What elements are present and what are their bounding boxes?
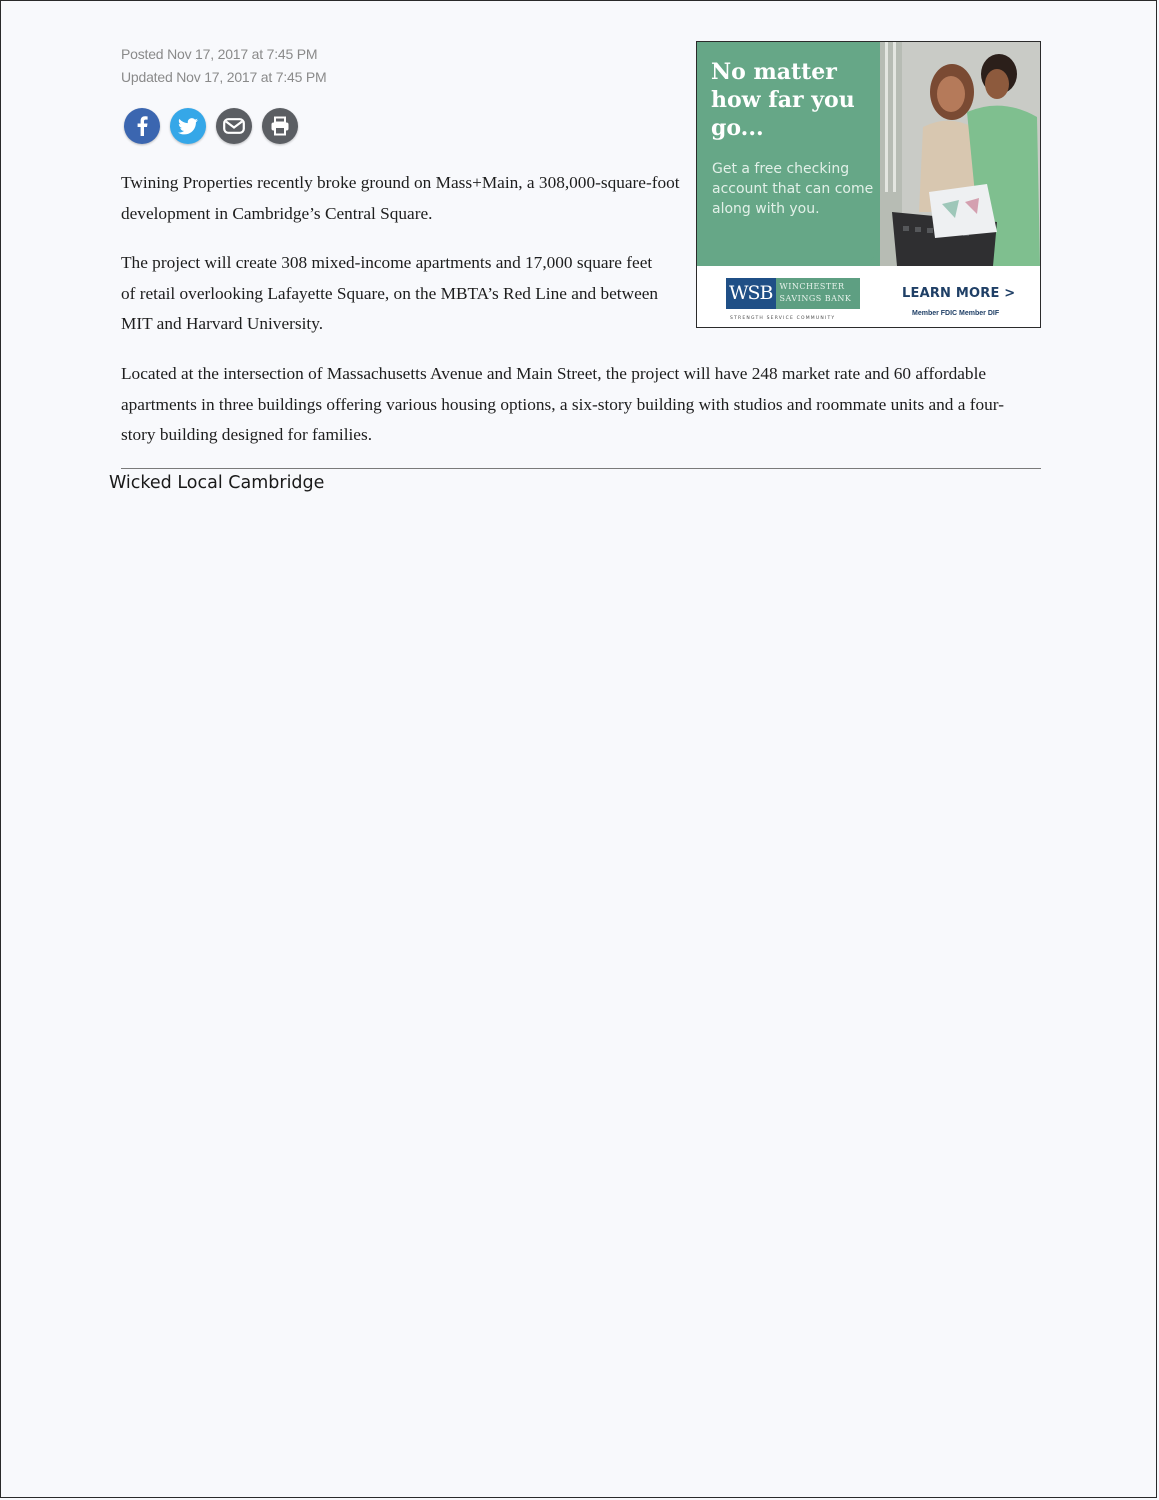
article-paragraph-2: The project will create 308 mixed-income apartments and 17,000 square feet of retail overlooking Lafayette Square, on the MBTA’s Red Line and between MIT and Harvard University. xyxy=(121,253,659,333)
bank-logo[interactable] xyxy=(726,278,860,309)
article-paragraph-1: Twining Properties recently broke ground on Mass+Main, a 308,000-square-foot development in Cambridge’s Central Square. xyxy=(121,173,680,223)
bank-tagline: STRENGTH SERVICE COMMUNITY xyxy=(730,316,836,321)
learn-more-button[interactable]: LEARN MORE > xyxy=(902,286,1016,301)
print-icon[interactable] xyxy=(262,108,298,144)
posted-date: Posted Nov 17, 2017 at 7:45 PM xyxy=(121,46,318,62)
email-icon[interactable] xyxy=(216,108,252,144)
updated-date: Updated Nov 17, 2017 at 7:45 PM xyxy=(121,69,327,85)
article-paragraph-3: Located at the intersection of Massachusetts Avenue and Main Street, the project will have 248 market rate and 60 affordable apartments in three buildings offering various housing options, a six-story building with studios and roommate units and a four-story building designed for families. xyxy=(121,364,1004,444)
ad-subtext: Get a free checking account that can come along with you. xyxy=(712,161,874,217)
facebook-icon[interactable] xyxy=(124,108,160,144)
bank-logo-mark: WSB xyxy=(726,278,776,309)
ad-headline: No matter how far you go... xyxy=(711,59,855,141)
bank-logo-name: WINCHESTER SAVINGS BANK xyxy=(776,278,860,309)
twitter-icon[interactable] xyxy=(170,108,206,144)
divider xyxy=(121,468,1041,469)
ad-photo xyxy=(697,42,1040,266)
source-label: Wicked Local Cambridge xyxy=(109,473,325,493)
advertisement[interactable] xyxy=(696,41,1041,328)
member-fdic-label: Member FDIC Member DIF xyxy=(912,310,1000,317)
article-meta xyxy=(121,43,327,89)
ad-footer xyxy=(697,266,1040,327)
share-bar xyxy=(124,108,298,144)
